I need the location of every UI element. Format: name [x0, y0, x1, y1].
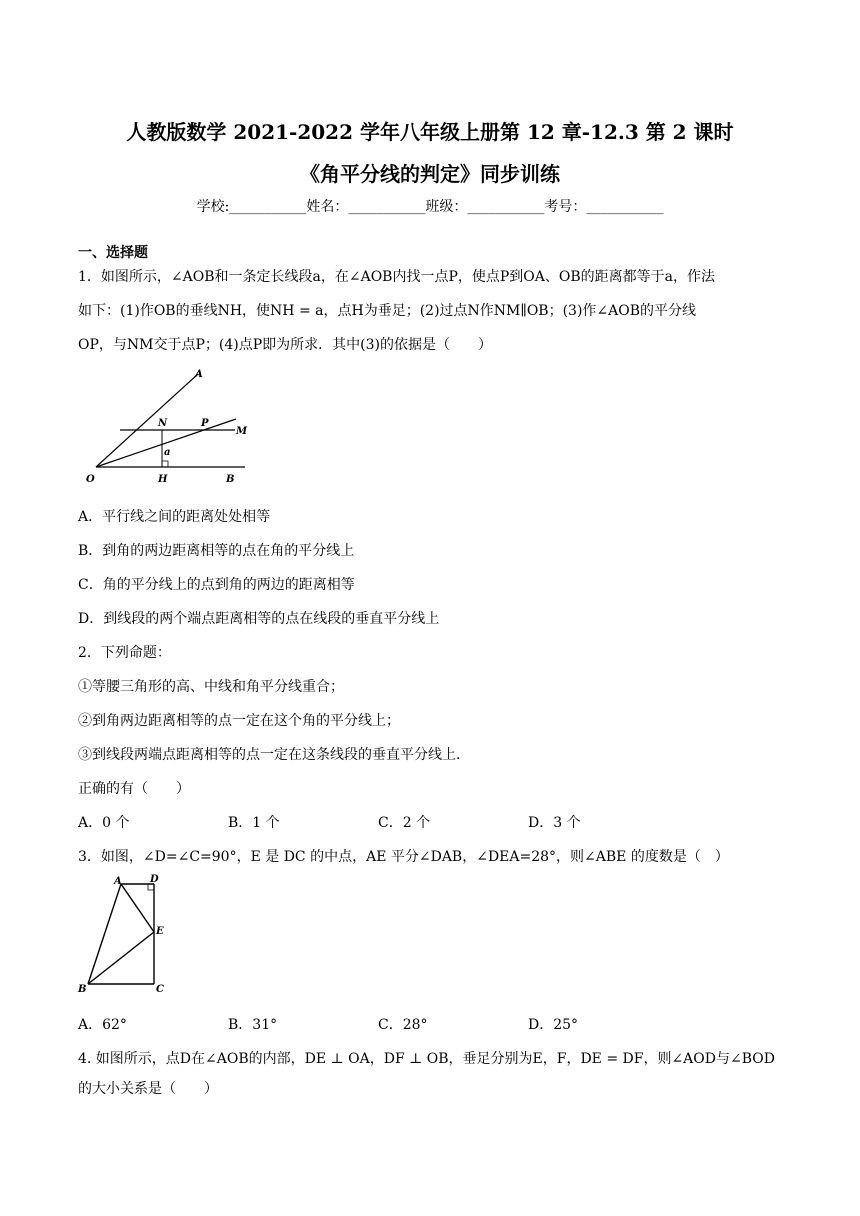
label-a: a [164, 447, 171, 458]
label-C: C [156, 984, 164, 995]
q3-option-a[interactable]: A．62° [78, 1017, 127, 1033]
q1-option-c[interactable]: C．角的平分线上的点到角的两边的距离相等 [78, 577, 355, 593]
q4-line2: 的大小关系是（ ） [78, 1081, 218, 1097]
page-title-line1: 人教版数学 2021-2022 学年八年级上册第 12 章-12.3 第 2 课时 [126, 120, 734, 144]
q2-option-c[interactable]: C．2 个 [378, 815, 431, 831]
label-O: O [86, 474, 95, 485]
q2-option-d[interactable]: D．3 个 [528, 815, 581, 831]
q1-figure [80, 364, 265, 490]
segment-AE [121, 884, 154, 932]
q2-prompt: 正确的有（ ） [78, 781, 190, 797]
label-D: D [150, 874, 159, 885]
q3-figure [76, 874, 176, 1000]
q3-option-d[interactable]: D．25° [528, 1017, 579, 1033]
label-B: B [226, 474, 235, 485]
q1-line3: OP，与NM交于点P；(4)点P即为所求．其中(3)的依据是（ ） [78, 337, 492, 353]
label-A: A [114, 876, 122, 887]
q3-option-b[interactable]: B．31° [228, 1017, 278, 1033]
q1-option-b[interactable]: B．到角的两边距离相等的点在角的平分线上 [78, 543, 355, 559]
page-title-line2: 《角平分线的判定》同步训练 [300, 162, 560, 186]
label-A: A [195, 369, 203, 380]
label-E: E [156, 926, 164, 937]
label-P: P [201, 418, 209, 429]
q2-item-1: ①等腰三角形的高、中线和角平分线重合； [78, 679, 344, 695]
student-info-line: 学校:___________姓名：___________班级：___________考号：___________ [196, 199, 664, 215]
q2-item-3: ③到线段两端点距离相等的点一定在这条线段的垂直平分线上． [78, 747, 470, 763]
q3-line1: 3．如图，∠D=∠C=90°，E 是 DC 的中点，AE 平分∠DAB，∠DEA=28°，则∠ABE 的度数是（ ） [78, 849, 729, 865]
right-angle-mark [162, 461, 168, 467]
q1-option-d[interactable]: D．到线段的两个端点距离相等的点在线段的垂直平分线上 [78, 611, 440, 627]
segment-BE [88, 932, 154, 984]
ray-OA [96, 374, 198, 467]
q2-line1: 2．下列命题： [78, 645, 171, 661]
segment-AB [88, 884, 121, 984]
section-heading: 一、选择题 [78, 245, 148, 261]
label-B: B [78, 984, 87, 995]
label-N: N [158, 418, 168, 429]
q1-line2: 如下：(1)作OB的垂线NH，使NH = a，点H为垂足；(2)过点N作NM∥OB；(3)作∠AOB的平分线 [78, 303, 697, 319]
q4-line1: 4. 如图所示，点D在∠AOB的内部，DE ⊥ OA，DF ⊥ OB，垂足分别为E，F，DE = DF，则∠AOD与∠BOD [78, 1051, 775, 1067]
q3-option-c[interactable]: C．28° [378, 1017, 428, 1033]
q1-option-a[interactable]: A．平行线之间的距离处处相等 [78, 509, 271, 525]
label-M: M [236, 426, 248, 437]
label-H: H [158, 474, 168, 485]
q1-line1: 1．如图所示，∠AOB和一条定长线段a，在∠AOB内找一点P，使点P到OA、OB的距离都等于a，作法 [78, 269, 716, 285]
q2-option-a[interactable]: A．0 个 [78, 815, 130, 831]
q2-item-2: ②到角两边距离相等的点一定在这个角的平分线上； [78, 713, 400, 729]
q2-option-b[interactable]: B．1 个 [228, 815, 280, 831]
